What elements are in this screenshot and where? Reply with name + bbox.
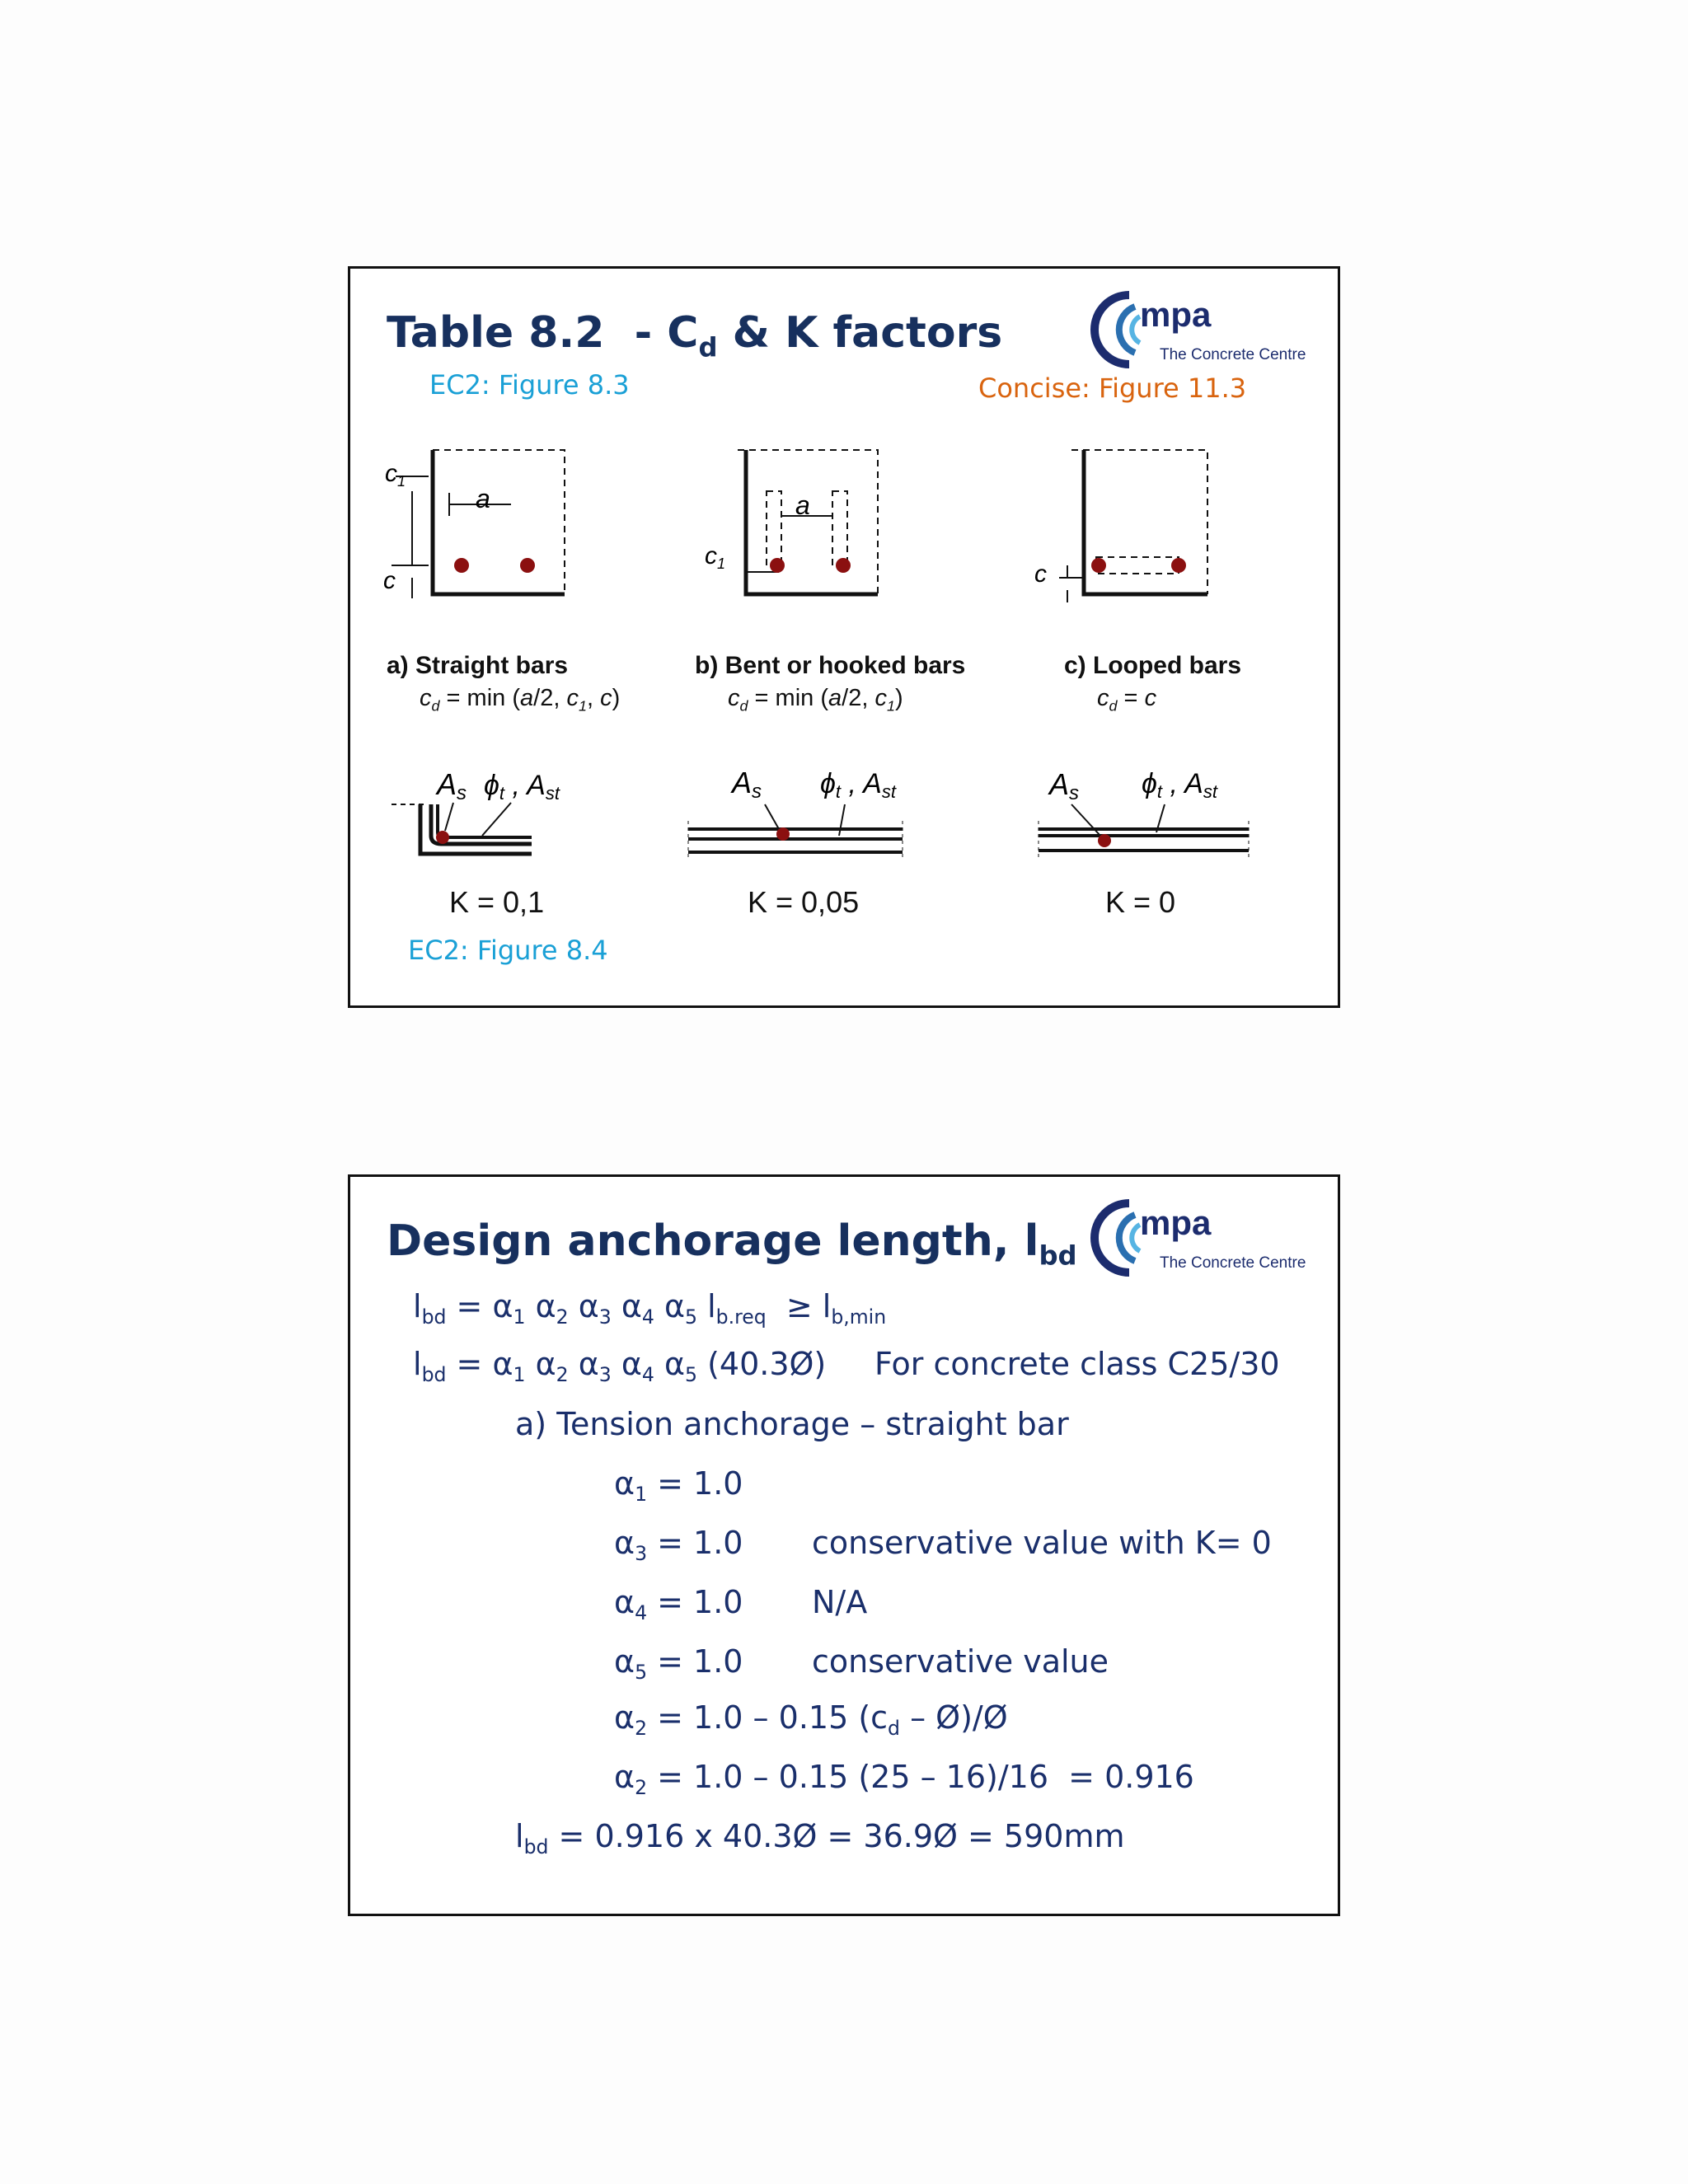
formula-lbd-general: $l_{bd} = \alpha_1$ $\alpha_2$ $\alpha_3$ $\alpha_4$ $\alpha_5$ $l_{b.req} \ge l_{b,min}$ [413, 1288, 887, 1329]
ec2-figure-8-3-label: EC2: Figure 8.3 [429, 369, 630, 401]
logo-subtitle: The Concrete Centre [1160, 1254, 1306, 1272]
label-phi-ast: ϕt , Ast [484, 770, 560, 804]
k-hooked-diagram [392, 755, 573, 870]
mpa-logo-arcs-icon [1084, 1197, 1142, 1279]
alpha3-note: conservative value with K= 0 [812, 1525, 1272, 1561]
svg-text:c: c [1034, 560, 1047, 588]
label-c1: $c_1$ [385, 460, 406, 490]
k-bent-diagram [684, 755, 907, 870]
logo-subtitle: The Concrete Centre [1160, 346, 1306, 363]
straight-bars-diagram [383, 442, 573, 607]
k-value-looped: K = 0 [1105, 885, 1176, 919]
formula-looped-bars: $c_d = c$ [1097, 685, 1157, 715]
tension-anchorage-heading: a) Tension anchorage – straight bar [515, 1406, 1069, 1442]
svg-text:As: As [732, 766, 762, 803]
concise-figure-label: Concise: Figure 11.3 [978, 373, 1247, 404]
caption-straight-bars: a) Straight bars [387, 652, 569, 679]
svg-text:ϕt , Ast: ϕt , Ast [1142, 768, 1217, 802]
lbd-result: $l_{bd} = 0.916$ x 40.3Ø = 36.9Ø = 590mm [515, 1818, 1125, 1859]
slide-cd-k-factors [348, 266, 1340, 1008]
svg-text:ϕt , Ast: ϕt , Ast [820, 768, 896, 802]
slide1-title: Table $8.2 - C_d$ & K factors [387, 308, 1003, 363]
alpha2-value: $\alpha_2 = 1.0 - 0.15$ (25 – 16)/16 = 0.916 [614, 1759, 1194, 1800]
svg-text:c1: $c_1$ [705, 542, 726, 572]
label-c: c [383, 567, 396, 594]
caption-looped-bars: c) Looped bars [1064, 652, 1242, 679]
formula-bent-bars: $c_d = \min (a/2$, $c_1$) [728, 685, 903, 715]
formula-lbd-c25: $l_{bd} = \alpha_1$ $\alpha_2$ $\alpha_3$ $\alpha_4$ $\alpha_5$ (40.3Ø) [413, 1346, 827, 1387]
k-value-hooked: K = 0,1 [449, 885, 545, 919]
k-looped-diagram [1034, 755, 1257, 870]
alpha4-note: N/A [812, 1584, 868, 1620]
alpha3-value: $\alpha_3 = 1.0$ [614, 1525, 743, 1566]
alpha4-value: $\alpha_4 = 1.0$ [614, 1584, 743, 1625]
mpa-logo [1084, 288, 1315, 371]
svg-text:a: a [795, 490, 810, 520]
label-a: a [476, 484, 490, 513]
alpha5-note: conservative value [812, 1643, 1109, 1680]
logo-mpa-text: mpa [1140, 1203, 1212, 1242]
label-as: As [437, 767, 467, 804]
formula-straight-bars: $c_d = \min (a/2$, $c_1$, c) [420, 685, 621, 715]
svg-text:As: As [1049, 767, 1080, 804]
bent-bars-diagram [696, 442, 894, 607]
slide2-title: Design anchorage length, $l_{bd}$ [387, 1216, 1077, 1272]
mpa-logo-arcs-icon [1084, 288, 1142, 371]
mpa-logo [1084, 1197, 1315, 1279]
logo-mpa-text: mpa [1140, 295, 1212, 334]
concrete-class-note: For concrete class C25/30 [874, 1346, 1280, 1382]
alpha2-formula: $\alpha_2 = 1.0 - 0.15$ ($c_d$ – Ø)/Ø [614, 1699, 1008, 1741]
caption-bent-bars: b) Bent or hooked bars [695, 652, 966, 679]
alpha5-value: $\alpha_5 = 1.0$ [614, 1643, 743, 1685]
alpha1-value: $\alpha_1 = 1.0$ [614, 1465, 743, 1507]
ec2-figure-8-4-label: EC2: Figure 8.4 [408, 935, 608, 966]
k-value-bent: K = 0,05 [748, 885, 860, 919]
slide-design-anchorage-length [348, 1174, 1340, 1916]
looped-bars-diagram [1034, 442, 1232, 607]
